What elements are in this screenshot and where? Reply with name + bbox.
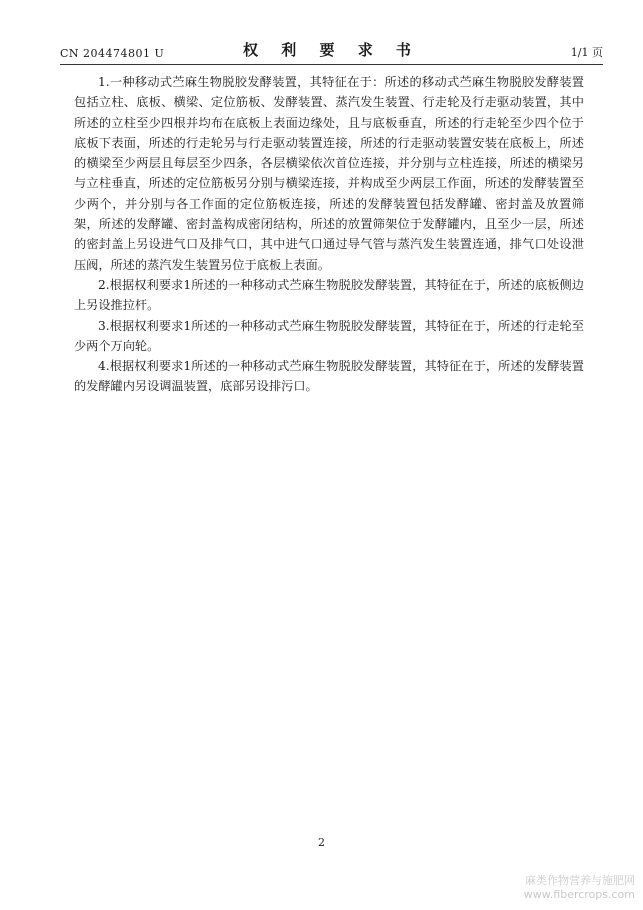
claim-4: 4.根据权利要求1所述的一种移动式苎麻生物脱胶发酵装置，其特征在于，所述的发酵装置的发酵罐内另设调温装置，底部另设排污口。 bbox=[74, 359, 584, 394]
watermark-url: www.fibercrops.com bbox=[523, 888, 635, 901]
page-header bbox=[60, 34, 603, 64]
claims-body bbox=[74, 72, 584, 397]
claim-3: 3.根据权利要求1所述的一种移动式苎麻生物脱胶发酵装置，其特征在于，所述的行走轮至少两个万向轮。 bbox=[74, 318, 584, 353]
page-number: 2 bbox=[318, 836, 325, 849]
watermark-site-name: 麻类作物营养与施肥网 bbox=[525, 874, 635, 887]
claim-2: 2.根据权利要求1所述的一种移动式苎麻生物脱胶发酵装置，其特征在于，所述的底板侧边上另设推拉杆。 bbox=[74, 277, 584, 313]
site-watermark bbox=[524, 874, 635, 902]
document-title: 权 利 要 求 书 bbox=[243, 41, 420, 59]
publication-number: CN 204474801 U bbox=[60, 47, 165, 60]
page-count: 1/1 页 bbox=[570, 46, 603, 59]
claim-1: 1.一种移动式苎麻生物脱胶发酵装置，其特征在于：所述的移动式苎麻生物脱胶发酵装置包括立柱、底板、横梁、定位筋板、发酵装置、蒸汽发生装置、行走轮及行走驱动装置，其中所述的立柱至少四根并均布在底板上表面边缘处，且与底板垂直，所述的行走轮至少四个位于底板下表面，所述的行走轮另与行走驱动装置连接，所述的行走驱动装置安装在底板上，所述的横梁至少两层且每层至少四条，各层横梁依次首位连接，并分别与立柱连接，所述的横梁另与立柱垂直，所述的定位筋板另分别与横梁连接，并构成至少两层工作面，所述的发酵装置至少两个，并分别与各工作面的定位筋板连接，所述的发酵装置包括发酵罐、密封盖及放置筛架，所述的发酵罐、密封盖构成密闭结构，所述的放置筛架位于发酵罐内，且至少一层，所述的密封盖上另设进气口及排气口，其中进气口通过导气管与蒸汽发生装置连通，排气口处设泄压阀，所述的蒸汽发生装置另位于底板上表面。 bbox=[74, 75, 584, 272]
header-divider bbox=[60, 64, 603, 65]
